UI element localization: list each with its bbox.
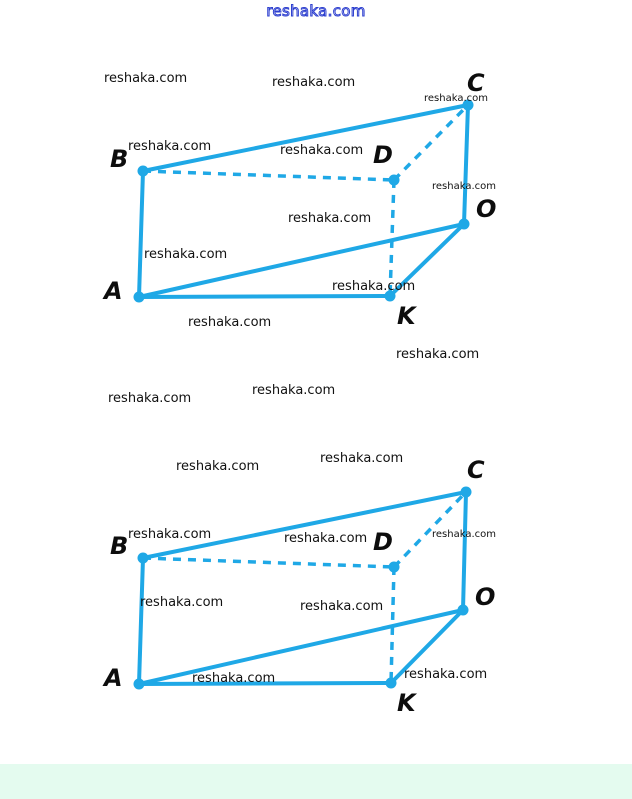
watermark: reshaka.com	[300, 599, 384, 614]
watermark: reshaka.com	[424, 93, 488, 104]
watermark: reshaka.com	[280, 143, 364, 158]
watermark: reshaka.com	[128, 139, 212, 154]
site-logo[interactable]: reshaka.com	[266, 2, 366, 20]
vertex-label-C: C	[467, 456, 485, 484]
watermark: reshaka.com	[332, 279, 416, 294]
edge-AB	[139, 558, 143, 684]
watermark: reshaka.com	[252, 383, 336, 398]
point-A	[134, 292, 145, 303]
prism-figure-2	[0, 388, 632, 728]
vertex-label-B: B	[110, 532, 129, 560]
vertex-label-A: A	[104, 664, 123, 692]
watermark: reshaka.com	[108, 391, 192, 406]
edge-AK	[139, 296, 390, 297]
point-D	[389, 175, 400, 186]
point-B	[138, 166, 149, 177]
footer-band	[0, 764, 632, 799]
point-D	[389, 562, 400, 573]
watermark: reshaka.com	[104, 71, 188, 86]
watermark: reshaka.com	[404, 667, 488, 682]
watermark: reshaka.com	[128, 527, 212, 542]
watermark: reshaka.com	[144, 247, 228, 262]
watermark: reshaka.com	[432, 181, 496, 192]
vertex-label-C: C	[467, 69, 485, 97]
vertex-label-D: D	[373, 141, 393, 169]
edge-BC	[143, 105, 468, 171]
vertex-label-A: A	[104, 277, 123, 305]
point-A	[134, 679, 145, 690]
watermark: reshaka.com	[284, 531, 368, 546]
point-K	[386, 678, 397, 689]
edge-BC	[143, 492, 466, 558]
watermark: reshaka.com	[320, 451, 404, 466]
vertex-label-B: B	[110, 145, 129, 173]
watermark: reshaka.com	[288, 211, 372, 226]
hidden-edge-BD	[143, 171, 394, 180]
watermark: reshaka.com	[176, 459, 260, 474]
edge-CO	[464, 105, 468, 224]
point-O	[459, 219, 470, 230]
point-B	[138, 553, 149, 564]
watermark: reshaka.com	[140, 595, 224, 610]
watermark: reshaka.com	[396, 347, 480, 362]
watermark: reshaka.com	[432, 529, 496, 540]
vertex-label-O: O	[476, 195, 497, 223]
point-C	[461, 487, 472, 498]
hidden-edge-BD	[143, 558, 394, 567]
vertex-label-O: O	[475, 583, 496, 611]
watermark: reshaka.com	[188, 315, 272, 330]
prism-figure-1	[0, 0, 632, 380]
vertex-label-K: K	[397, 302, 416, 330]
point-O	[458, 605, 469, 616]
watermark: reshaka.com	[272, 75, 356, 90]
edge-CO	[463, 492, 466, 610]
vertex-label-D: D	[373, 528, 393, 556]
edge-AB	[139, 171, 143, 297]
vertex-label-K: K	[397, 689, 416, 717]
watermark: reshaka.com	[192, 671, 276, 686]
